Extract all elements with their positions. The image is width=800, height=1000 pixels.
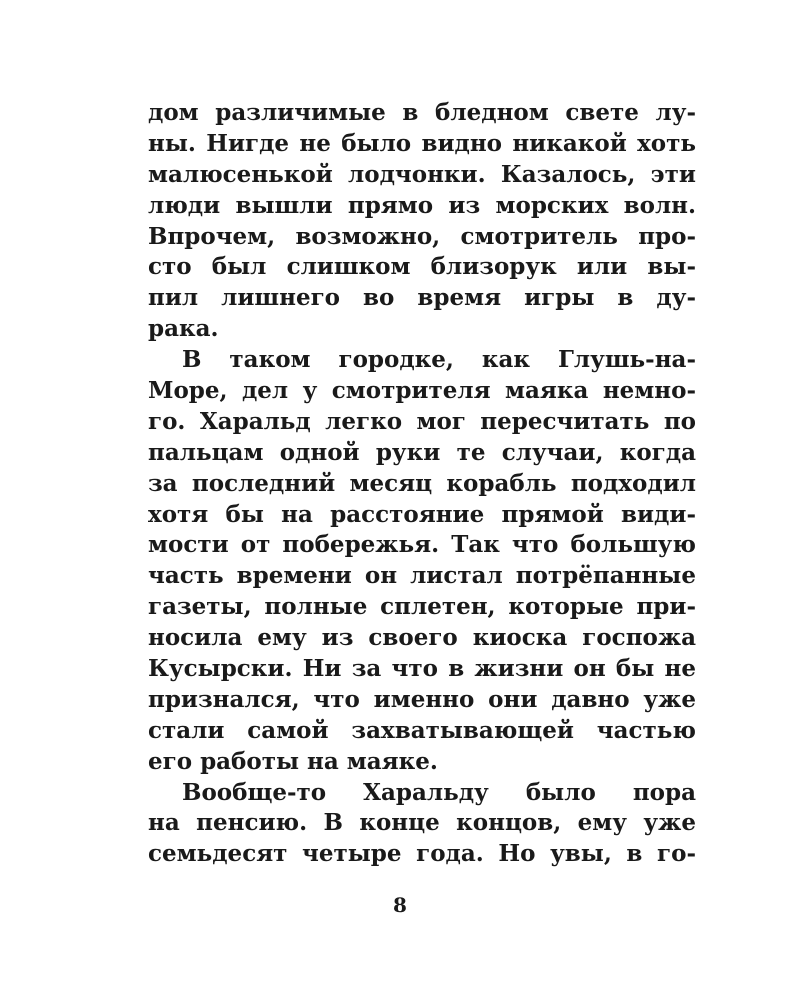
text-line: хотя бы на расстояние прямой види-	[148, 500, 696, 528]
text-line: рака.	[148, 315, 219, 343]
text-line: Вообще-то Харальду было пора	[182, 778, 696, 806]
text-line: носила ему из своего киоска госпожа	[148, 624, 696, 652]
text-line: мости от побережья. Так что большую	[148, 531, 696, 559]
page-number: 8	[393, 893, 407, 917]
text-line: на пенсию. В конце концов, ему уже	[148, 809, 696, 837]
text-line: Кусырски. Ни за что в жизни он бы не	[148, 655, 696, 683]
text-line: его работы на маяке.	[148, 747, 438, 775]
text-line: часть времени он листал потрёпанные	[148, 562, 696, 590]
text-line: малюсенькой лодчонки. Казалось, эти	[148, 160, 696, 188]
text-line: дом различимые в бледном свете лу-	[148, 99, 696, 126]
text-line: признался, что именно они давно уже	[148, 685, 696, 713]
text-line: Впрочем, возможно, смотритель про-	[148, 222, 696, 250]
text-line: люди вышли прямо из морских волн.	[148, 191, 696, 219]
text-line: го. Харальд легко мог пересчитать по	[148, 407, 696, 435]
text-line: газеты, полные сплетен, которые при-	[148, 593, 696, 621]
text-line: Море, дел у смотрителя маяка немно-	[148, 377, 696, 405]
body-text	[148, 98, 696, 870]
text-line: пил лишнего во время игры в ду-	[148, 284, 696, 312]
text-line: ны. Нигде не было видно никакой хоть	[148, 129, 696, 157]
text-line: В таком городке, как Глушь-на-	[182, 346, 696, 374]
text-line: стали самой захватывающей частью	[148, 716, 696, 744]
text-line: пальцам одной руки те случаи, когда	[148, 438, 696, 466]
text-line: семьдесят четыре года. Но увы, в го-	[148, 840, 696, 868]
text-line: сто был слишком близорук или вы-	[148, 253, 696, 281]
text-line: за последний месяц корабль подходил	[148, 469, 696, 497]
